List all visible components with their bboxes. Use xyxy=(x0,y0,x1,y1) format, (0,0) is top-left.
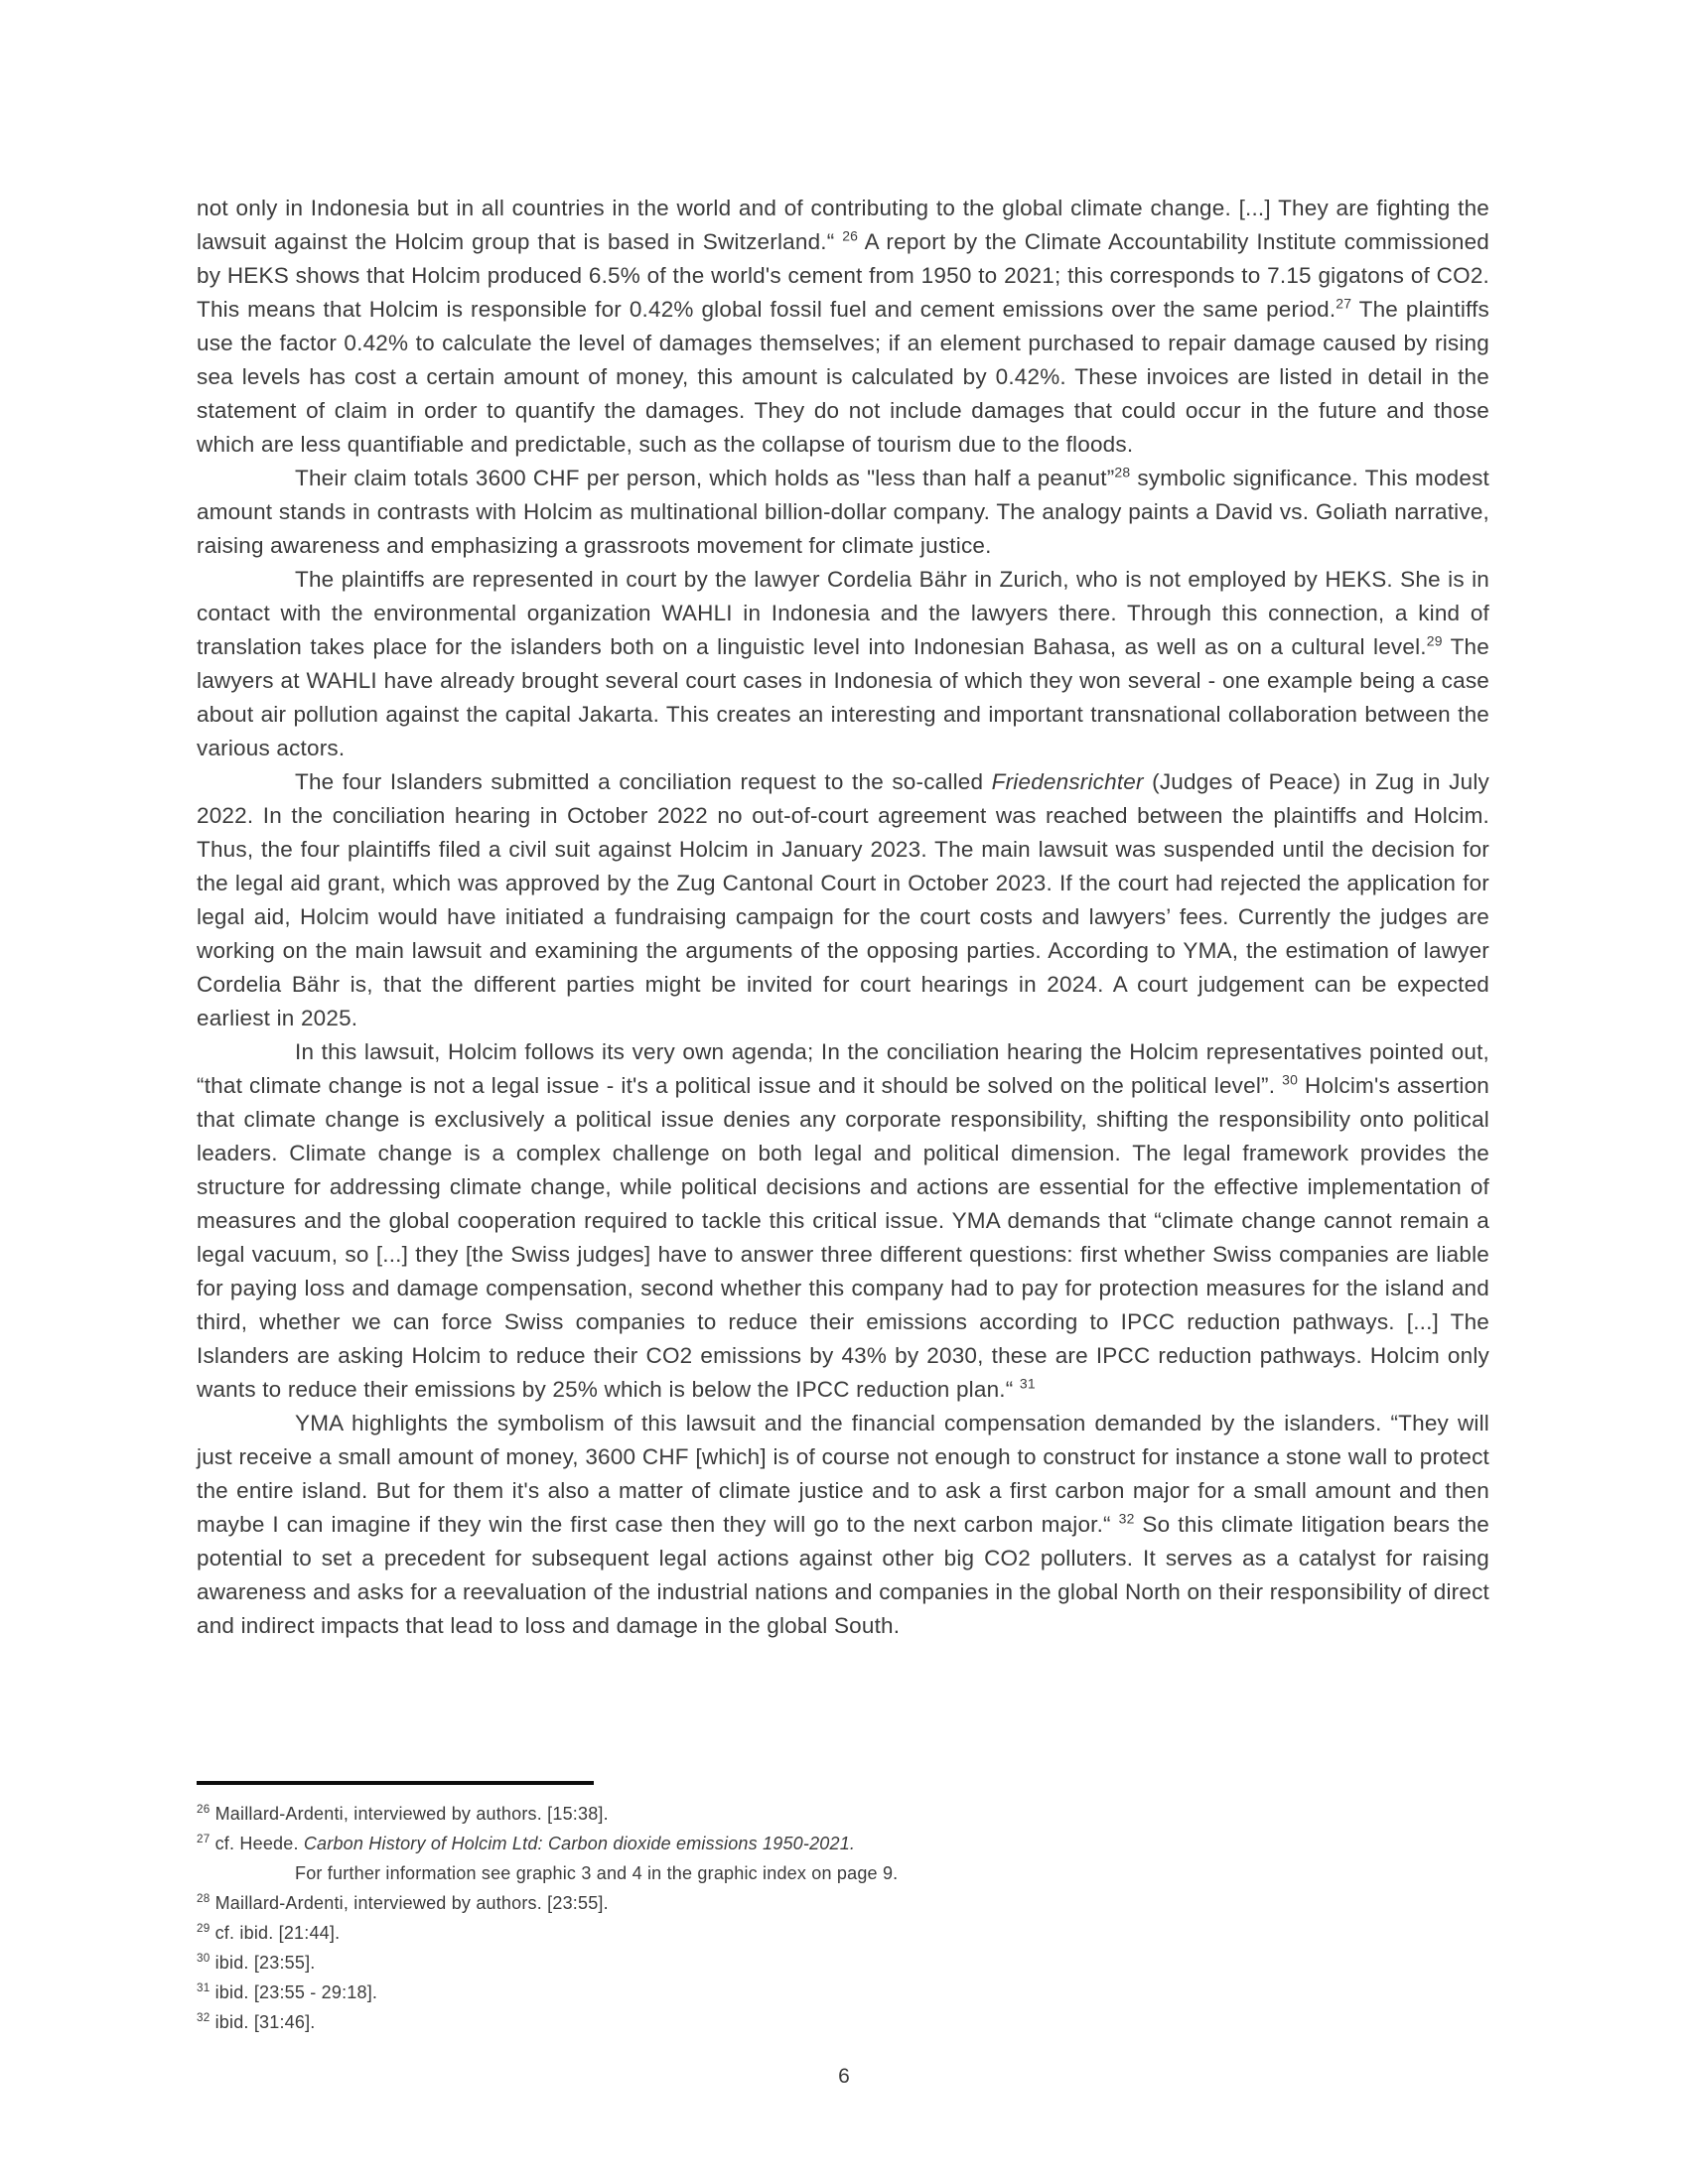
footnote-item: $^{32}$ ibid. [31:46]. xyxy=(197,2011,316,2032)
footnote-reference: 32 xyxy=(1118,1510,1135,1527)
footnote-continuation: For further information see graphic 3 and 4 in the graphic index on page 9. xyxy=(295,1863,899,1883)
footnote-separator-rule xyxy=(197,1781,594,1785)
footnote-number: 28 xyxy=(197,1892,211,1905)
footnote-reference: 31 xyxy=(1019,1375,1036,1392)
footnote-number: 30 xyxy=(197,1952,211,1965)
footnote-number: 32 xyxy=(197,2011,211,2024)
footnote-item: $^{27}$ cf. Heede. Carbon History of Holcim Ltd: Carbon dioxide emissions 1950-2021. xyxy=(197,1833,856,1853)
italic-text: Carbon History of Holcim Ltd: Carbon dioxide emissions 1950-2021. xyxy=(303,1834,856,1853)
footnote-number: 31 xyxy=(197,1981,211,1994)
paragraph: The four Islanders submitted a conciliation request to the so-called Friedensrichter (Judges of Peace) in Zug in July 2022. In the conciliation hearing in October 2022 no out-of-court agreement was reached between the plaintiffs and Holcim. Thus, the four plaintiffs filed a civil suit against Holcim in January 2023. The main lawsuit was suspended until the decision for the legal aid grant, which was approved by the Zug Cantonal Court in October 2023. If the court had rejected the application for legal aid, Holcim would have initiated a fundraising campaign for the court costs and lawyers’ fees. Currently the judges are working on the main lawsuit and examining the arguments of the opposing parties. According to YMA, the estimation of lawyer Cordelia Bähr is, that the different parties might be invited for court hearings in 2024. A court judgement can be expected earliest in 2025. xyxy=(197,769,1489,1030)
footnote-item: $^{31}$ ibid. [23:55 - 29:18]. xyxy=(197,1981,378,2002)
footnote-item: $^{29}$ cf. ibid. [21:44]. xyxy=(197,1922,341,1943)
footnote-item: $^{28}$ Maillard-Ardenti, interviewed by authors. [23:55]. xyxy=(197,1892,609,1913)
paragraph: not only in Indonesia but in all countries in the world and of contributing to the global climate change. [...] They are fighting the lawsuit against the Holcim group that is based in Switzerland.“ $^{26}$ A report by the Climate Accountability Institute commissioned by HEKS shows that Holcim produced 6.5% of the world's cement from 1950 to 2021; this corresponds to 7.15 gigatons of CO2. This means that Holcim is responsible for 0.42% global fossil fuel and cement emissions over the same period.$^{27}$ The plaintiffs use the factor 0.42% to calculate the level of damages themselves; if an element purchased to repair damage caused by rising sea levels has cost a certain amount of money, this amount is calculated by 0.42%. These invoices are listed in detail in the statement of claim in order to quantify the damages. They do not include damages that could occur in the future and those which are less quantifiable and predictable, such as the collapse of tourism due to the floods. xyxy=(197,196,1490,457)
paragraph: YMA highlights the symbolism of this lawsuit and the financial compensation demanded by the islanders. “They will just receive a small amount of money, 3600 CHF [which] is of course not enough to construct for instance a stone wall to protect the entire island. But for them it's also a matter of climate justice and to ask a first carbon major for a small amount and then maybe I can imagine if they win the first case then they will go to the next carbon major.“ $^{32}$ So this climate litigation bears the potential to set a precedent for subsequent legal actions against other big CO2 polluters. It serves as a catalyst for raising awareness and asks for a reevaluation of the industrial nations and companies in the global North on their responsibility of direct and indirect impacts that lead to loss and damage in the global South. xyxy=(197,1411,1489,1638)
footnote-item: $^{26}$ Maillard-Ardenti, interviewed by authors. [15:38]. xyxy=(197,1803,609,1824)
footnote-reference: 29 xyxy=(1426,632,1443,649)
italic-text: Friedensrichter xyxy=(991,769,1144,794)
footnote-reference: 28 xyxy=(1114,464,1131,480)
paragraph: The plaintiffs are represented in court by the lawyer Cordelia Bähr in Zurich, who is not employed by HEKS. She is in contact with the environmental organization WAHLI in Indonesia and the lawyers there. Through this connection, a kind of translation takes place for the islanders both on a linguistic level into Indonesian Bahasa, as well as on a cultural level.$^{29}$ The lawyers at WAHLI have already brought several court cases in Indonesia of which they won several - one example being a case about air pollution against the capital Jakarta. This creates an interesting and important transnational collaboration between the various actors. xyxy=(197,567,1489,760)
footnote-item: $^{30}$ ibid. [23:55]. xyxy=(197,1952,316,1973)
footnote-reference: 30 xyxy=(1282,1071,1299,1088)
paragraph: Their claim totals 3600 CHF per person, which holds as "less than half a peanut”$^{28}$ symbolic significance. This modest amount stands in contrasts with Holcim as multinational billion-dollar company. The analogy paints a David vs. Goliath narrative, raising awareness and emphasizing a grassroots movement for climate justice. xyxy=(197,464,1489,558)
footnote-number: 29 xyxy=(197,1922,211,1935)
footnotes-section xyxy=(197,1799,1489,2037)
paragraph: In this lawsuit, Holcim follows its very own agenda; In the conciliation hearing the Holcim representatives pointed out, “that climate change is not a legal issue - it's a political issue and it should be solved on the political level”. $^{30}$ Holcim's assertion that climate change is exclusively a political issue denies any corporate responsibility, shifting the responsibility onto political leaders. Climate change is a complex challenge on both legal and political dimension. The legal framework provides the structure for addressing climate change, while political decisions and actions are essential for the effective implementation of measures and the global cooperation required to tackle this critical issue. YMA demands that “climate change cannot remain a legal vacuum, so [...] they [the Swiss judges] have to answer three different questions: first whether Swiss companies are liable for paying loss and damage compensation, second whether this company had to pay for protection measures for the island and third, whether we can force Swiss companies to reduce their emissions according to IPCC reduction pathways. [...] The Islanders are asking Holcim to reduce their CO2 emissions by 43% by 2030, these are IPCC reduction pathways. Holcim only wants to reduce their emissions by 25% which is below the IPCC reduction plan.“ $^{31}$ xyxy=(197,1039,1489,1402)
body-text xyxy=(197,192,1489,1643)
page-number: 6 xyxy=(838,2065,850,2088)
footnote-number: 26 xyxy=(197,1803,211,1816)
footnote-number: 27 xyxy=(197,1833,211,1845)
footnote-reference: 26 xyxy=(842,227,859,244)
footnote-reference: 27 xyxy=(1336,295,1352,312)
